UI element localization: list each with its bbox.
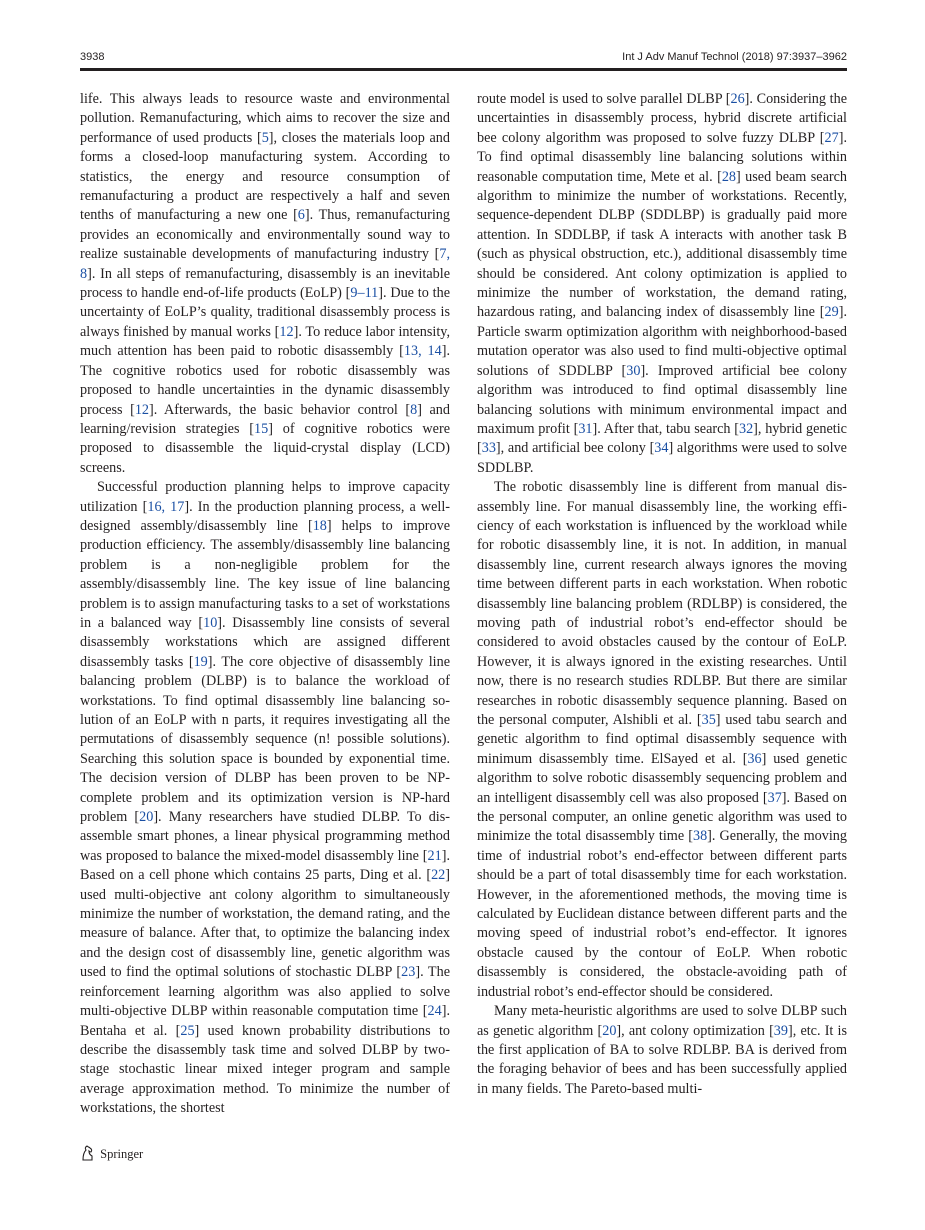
left-paragraph-1: life. This always leads to resource waste and environmental pollution. Remanufacturing, which aims to recover the size and performance of used products [5], closes the materials loop and forms a closed-loop manufacturing system. According to statistics, the energy and resource consumption of remanufacturing a product are respectively a half and seven tenths of manufacturing a new one [6]. Thus, remanufacturing provides an economically and environmentally sound way to realize sustainable developments of manufacturing industry [7, 8]. In all steps of remanufacturing, disassembly is an inevitable process to handle end-of-life products (EoLP) [9–11]. Due to the uncertainty of EoLP’s quality, traditional disassembly process is always finished by manual works [12]. To reduce labor intensity, much attention has been paid to robotic disassembly [13, 14]. The cognitive robotics used for robotic disassembly was proposed to handle uncertainties in the dynamic disassembly process [12]. Afterwards, the basic behavior control [8] and learning/revision strategies [15] of cognitive robotics were proposed to disassemble the liquid-crystal display (LCD) screens. <box>80 91 450 476</box>
citation-reference[interactable]: 23 <box>401 964 416 981</box>
citation-reference[interactable]: 39 <box>773 1022 788 1039</box>
header-rule <box>80 68 847 71</box>
citation-reference[interactable]: 16, 17 <box>147 498 185 515</box>
journal-citation: Int J Adv Manuf Technol (2018) 97:3937–3962 <box>622 51 847 63</box>
citation-reference[interactable]: 20 <box>139 809 154 826</box>
running-header <box>80 51 847 67</box>
citation-reference[interactable]: 18 <box>312 517 327 534</box>
citation-reference[interactable]: 22 <box>431 867 446 884</box>
citation-reference[interactable]: 38 <box>692 828 708 845</box>
right-paragraph-1: route model is used to solve parallel DLBP [26]. Considering the uncertainties in disassembly process, hybrid discrete artificial bee colony algorithm was proposed to solve fuzzy DLBP [27]. To find optimal disassembly line balancing solutions within reasonable computation time, Mete et al. [28] used beam search algorithm to minimize the number of workstations. Recently, sequence-dependent DLBP (SDDLBP) is gradually paid more attention. In SDDLBP, if task A interacts with another task B (such as physical obstruction, etc.), additional disassembly time should be considered. Ant colony optimization is applied to minimize the number of workstation, the demand rating, hazardous rating, and balancing index of disassembly line [29]. Particle swarm optimization algorithm with neighborhood-based mutation operator was also used to find multi-objective optimal solutions of SDDLBP [30]. Improved artificial bee colony algorithm was introduced to find optimal disassembly line balancing solutions with minimum environmental impact and maximum profit [31]. After that, tabu search [32], hybrid genetic [33], and artificial bee colony [34] algorithms were used to solve SDDLBP. <box>477 91 847 476</box>
citation-reference[interactable]: 13, 14 <box>403 343 442 360</box>
page-number: 3938 <box>80 51 105 63</box>
citation-reference[interactable]: 37 <box>767 789 782 806</box>
right-paragraph-3: Many meta-heuristic algorithms are used to solve DLBP such as genetic algorithm [20], ant colony optimization [39], etc. It is the first application of BA to solve RDLBP. BA is derived from the foraging behavior of bees and has been successfully applied in many fields. The Pareto-based multi- <box>477 1003 848 1097</box>
citation-reference[interactable]: 30 <box>626 362 641 379</box>
citation-reference[interactable]: 8 <box>410 401 418 418</box>
page-footer <box>80 1145 143 1163</box>
citation-reference[interactable]: 15 <box>254 420 269 437</box>
citation-reference[interactable]: 27 <box>824 129 839 146</box>
right-column <box>477 90 847 1099</box>
citation-reference[interactable]: 25 <box>180 1022 195 1039</box>
citation-reference[interactable]: 21 <box>427 847 442 864</box>
citation-reference[interactable]: 31 <box>578 420 593 437</box>
citation-reference[interactable]: 29 <box>824 304 839 321</box>
left-paragraph-2: Successful production planning helps to improve capacity utilization [16, 17]. In the production planning process, a well-designed assembly/disassembly line [18] helps to improve production efficiency. The assembly/disassembly line balancing problem is a non-negligible problem for the assembly/disassembly line. The key issue of line balancing problem is to assign manufacturing tasks to a set of workstations in a balanced way [10]. Disassembly line consists of several disassembly workstations which are assigned different disassembly tasks [19]. The core objective of disassembly line balancing problem (DLBP) is to balance the workload of workstations. To find optimal disassembly line balancing solution of an EoLP with n parts, it requires investigating all the permutations of disassembly sequence (n! possible solutions). Searching this solution space is bounded by exponential time. The decision version of DLBP has been proven to be NP-complete problem and its optimization version is NP-hard problem [20]. Many researchers have studied DLBP. To disassemble smart phones, a linear physical programming method was proposed to balance the mixed-model disassembly line [21]. Based on a cell phone which contains 25 parts, Ding et al. [22] used multi-objective ant colony algorithm to simultaneously minimize the number of workstation, the demand rating, and the measure of balance. After that, to optimize the balancing index and the design cost of disassembly line, genetic algorithm was used to find the optimal solutions of stochastic DLBP [23]. The reinforcement learning algorithm was also applied to solve multi-objective DLBP within reasonable computation time [24]. Bentaha et al. [25] used known probability distributions to describe the disassembly task time and solved DLBP by two-stage stochastic linear mixed integer program and sample average approximation method. To minimize the number of workstations, the shortest <box>80 479 451 1117</box>
springer-horse-icon <box>80 1145 94 1161</box>
citation-reference[interactable]: 36 <box>747 750 762 767</box>
citation-reference[interactable]: 34 <box>654 440 669 457</box>
left-column <box>80 90 450 1119</box>
right-paragraph-2: The robotic disassembly line is different from manual disassembly line. For manual disassembly line, the working efficiency of each workstation is influenced by the workload while for robotic disassembly line, it is not. In addition, in manual disassembly line, current research always ignores the moving time between different parts in each workstation. When robotic disassembly line balancing problem (RDLBP) is considered, the moving path of industrial robot’s end-effector should be considered to avoid obstacles caused by the contour of EoLP. However, it is always ignored in the existing researches. Until now, there is no research studies RDLBP. But there are similar researches in robotic disassembly sequence planning. Based on the personal computer, Alshibli et al. [35] used tabu search and genetic algorithm to find optimal disassembly sequence with minimum disassembly time. ElSayed et al. [36] used genetic algorithm to solve robotic disassembly sequencing problem and an intelligent disassembly cell was also proposed [37]. Based on the personal computer, an online genetic algorithm was used to minimize the total disassembly time [38]. Generally, the moving time of industrial robot’s end-effector between different parts should be a part of total disassembly time for each workstation. However, in the aforementioned methods, the moving time is calculated by Euclidean distance between different parts and the moving speed of industrial robot’s end-effector. It ignores obstacle caused by the contour of EoLP. When robotic disassembly is considered, the obstacle-avoiding path of industrial robot’s end-effector should be considered. <box>477 479 848 1000</box>
citation-reference[interactable]: 26 <box>730 91 745 107</box>
citation-reference[interactable]: 12 <box>279 323 294 340</box>
citation-reference[interactable]: 33 <box>481 440 496 457</box>
citation-reference[interactable]: 24 <box>427 1003 442 1020</box>
citation-reference[interactable]: 6 <box>297 207 305 224</box>
citation-reference[interactable]: 28 <box>721 168 737 185</box>
citation-reference[interactable]: 9–11 <box>350 285 379 302</box>
citation-reference[interactable]: 32 <box>738 420 754 437</box>
citation-reference[interactable]: 35 <box>701 712 716 728</box>
publisher-name: Springer <box>100 1147 144 1161</box>
citation-reference[interactable]: 5 <box>261 129 269 146</box>
citation-reference[interactable]: 12 <box>134 401 150 418</box>
citation-reference[interactable]: 19 <box>193 653 208 670</box>
citation-reference[interactable]: 10 <box>203 614 218 631</box>
citation-reference[interactable]: 7, 8 <box>80 246 450 282</box>
citation-reference[interactable]: 20 <box>602 1022 617 1039</box>
